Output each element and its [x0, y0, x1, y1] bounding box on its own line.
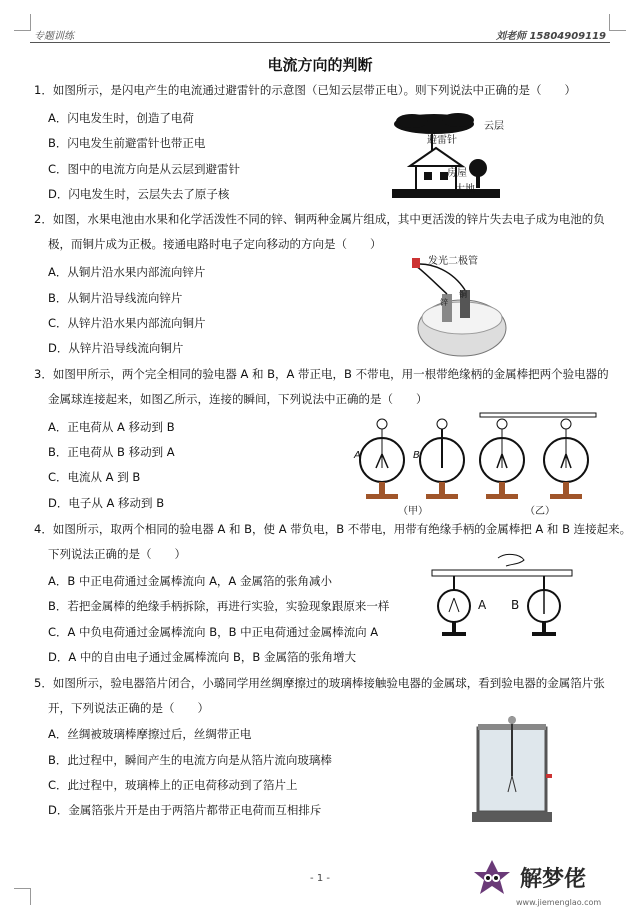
header-right: 刘老师 15804909119 [495, 31, 606, 42]
q5-option-a: A．丝绸被玻璃棒摩擦过后，丝绸带正电 [48, 727, 252, 741]
crop-mark [14, 14, 31, 31]
q4-option-c: C．A 中负电荷通过金属棒流向 B，B 中正电荷通过金属棒流向 A [48, 625, 379, 639]
label-led: 发光二极管 [428, 256, 478, 267]
header-rule [30, 42, 610, 43]
q5-option-b: B．此过程中，瞬间产生的电流方向是从箔片流向玻璃棒 [48, 753, 332, 767]
q2-option-b: B．从铜片沿导线流向锌片 [48, 291, 183, 305]
question-3-stem-line1: 3．如图甲所示，两个完全相同的验电器 A 和 B，A 带正电，B 不带电，用一根带绝缘柄的金属棒把两个验电器的 [34, 367, 609, 381]
question-4-stem-line2: 下列说法正确的是（ ） [48, 547, 186, 561]
page-number: - 1 - [310, 873, 330, 884]
q3-option-d: D．电子从 A 移动到 B [48, 496, 165, 510]
q1-option-c: C．图中的电流方向是从云层到避雷针 [48, 162, 241, 176]
electroscope-rod-figure [428, 550, 578, 640]
q4-option-b: B．若把金属棒的绝缘手柄拆除，再进行实验，实验现象跟原来一样 [48, 599, 390, 613]
question-5-stem-line1: 5．如图所示，验电器箔片闭合，小璐同学用丝绸摩擦过的玻璃棒接触验电器的金属球，看到验电器的金属箔片张 [34, 676, 605, 690]
glass-case-electroscope-figure [470, 716, 554, 824]
question-3-stem-line2: 金属球连接起来，如图乙所示，连接的瞬间，下列说法中正确的是（ ） [48, 392, 428, 406]
label-a: A [354, 450, 361, 461]
watermark-url: www.jiemenglao.com [516, 898, 602, 907]
q5-option-c: C．此过程中，玻璃棒上的正电荷移动到了箔片上 [48, 778, 298, 792]
question-5-stem-line2: 开，下列说法正确的是（ ） [48, 701, 209, 715]
q1-option-b: B．闪电发生前避雷针也带正电 [48, 136, 206, 150]
question-2-stem-line1: 2．如图，水果电池由水果和化学活泼性不同的锌、铜两种金属片组成，其中更活泼的锌片失去电子成为电池的负 [34, 212, 605, 226]
label-cloud: 云层 [484, 121, 504, 132]
q4-option-d: D．A 中的自由电子通过金属棒流向 B，B 金属箔的张角增大 [48, 650, 356, 664]
label-yi: （乙） [525, 506, 555, 517]
crop-mark [14, 888, 31, 905]
q2-option-a: A．从铜片沿水果内部流向锌片 [48, 265, 206, 279]
watermark-name: 解梦佬 [520, 866, 587, 892]
electroscopes-figure [352, 410, 602, 512]
q2-option-d: D．从锌片沿导线流向铜片 [48, 341, 184, 355]
label-jia: （甲） [398, 506, 428, 517]
q3-option-b: B．正电荷从 B 移动到 A [48, 445, 175, 459]
crop-mark [609, 14, 626, 31]
question-2-stem-line2: 极，而铜片成为正极。接通电路时电子定向移动的方向是（ ） [48, 237, 382, 251]
q1-option-a: A．闪电发生时，创造了电荷 [48, 111, 194, 125]
question-4-stem-line1: 4．如图所示，取两个相同的验电器 A 和 B，使 A 带负电，B 不带电，用带有绝缘手柄的金属棒把 A 和 B 连接起来。 [34, 522, 632, 536]
q1-option-d: D．闪电发生时，云层失去了原子核 [48, 187, 230, 201]
q3-option-c: C．电流从 A 到 B [48, 470, 141, 484]
page-title: 电流方向的判断 [267, 56, 373, 74]
label-ground: 大地 [455, 184, 475, 195]
q5-option-d: D．金属箔张片开是由于两箔片都带正电荷而互相排斥 [48, 803, 322, 817]
label-rod: 避雷针 [427, 135, 457, 146]
label-cu: 铜 [459, 290, 467, 299]
q4-option-a: A．B 中正电荷通过金属棒流向 A，A 金属箔的张角减小 [48, 574, 332, 588]
q2-option-c: C．从锌片沿水果内部流向铜片 [48, 316, 206, 330]
question-1-stem: 1．如图所示，是闪电产生的电流通过避雷针的示意图（已知云层带正电）。则下列说法中正确的是（ ） [34, 83, 577, 97]
q3-option-a: A．正电荷从 A 移动到 B [48, 420, 175, 434]
label-zn: 锌 [440, 298, 448, 307]
label-a: A [478, 598, 487, 612]
label-house: 房屋 [447, 168, 467, 179]
label-b: B [413, 450, 420, 461]
label-b: B [511, 598, 520, 612]
logo-icon [470, 856, 514, 900]
header-left: 专题训练 [34, 31, 74, 42]
